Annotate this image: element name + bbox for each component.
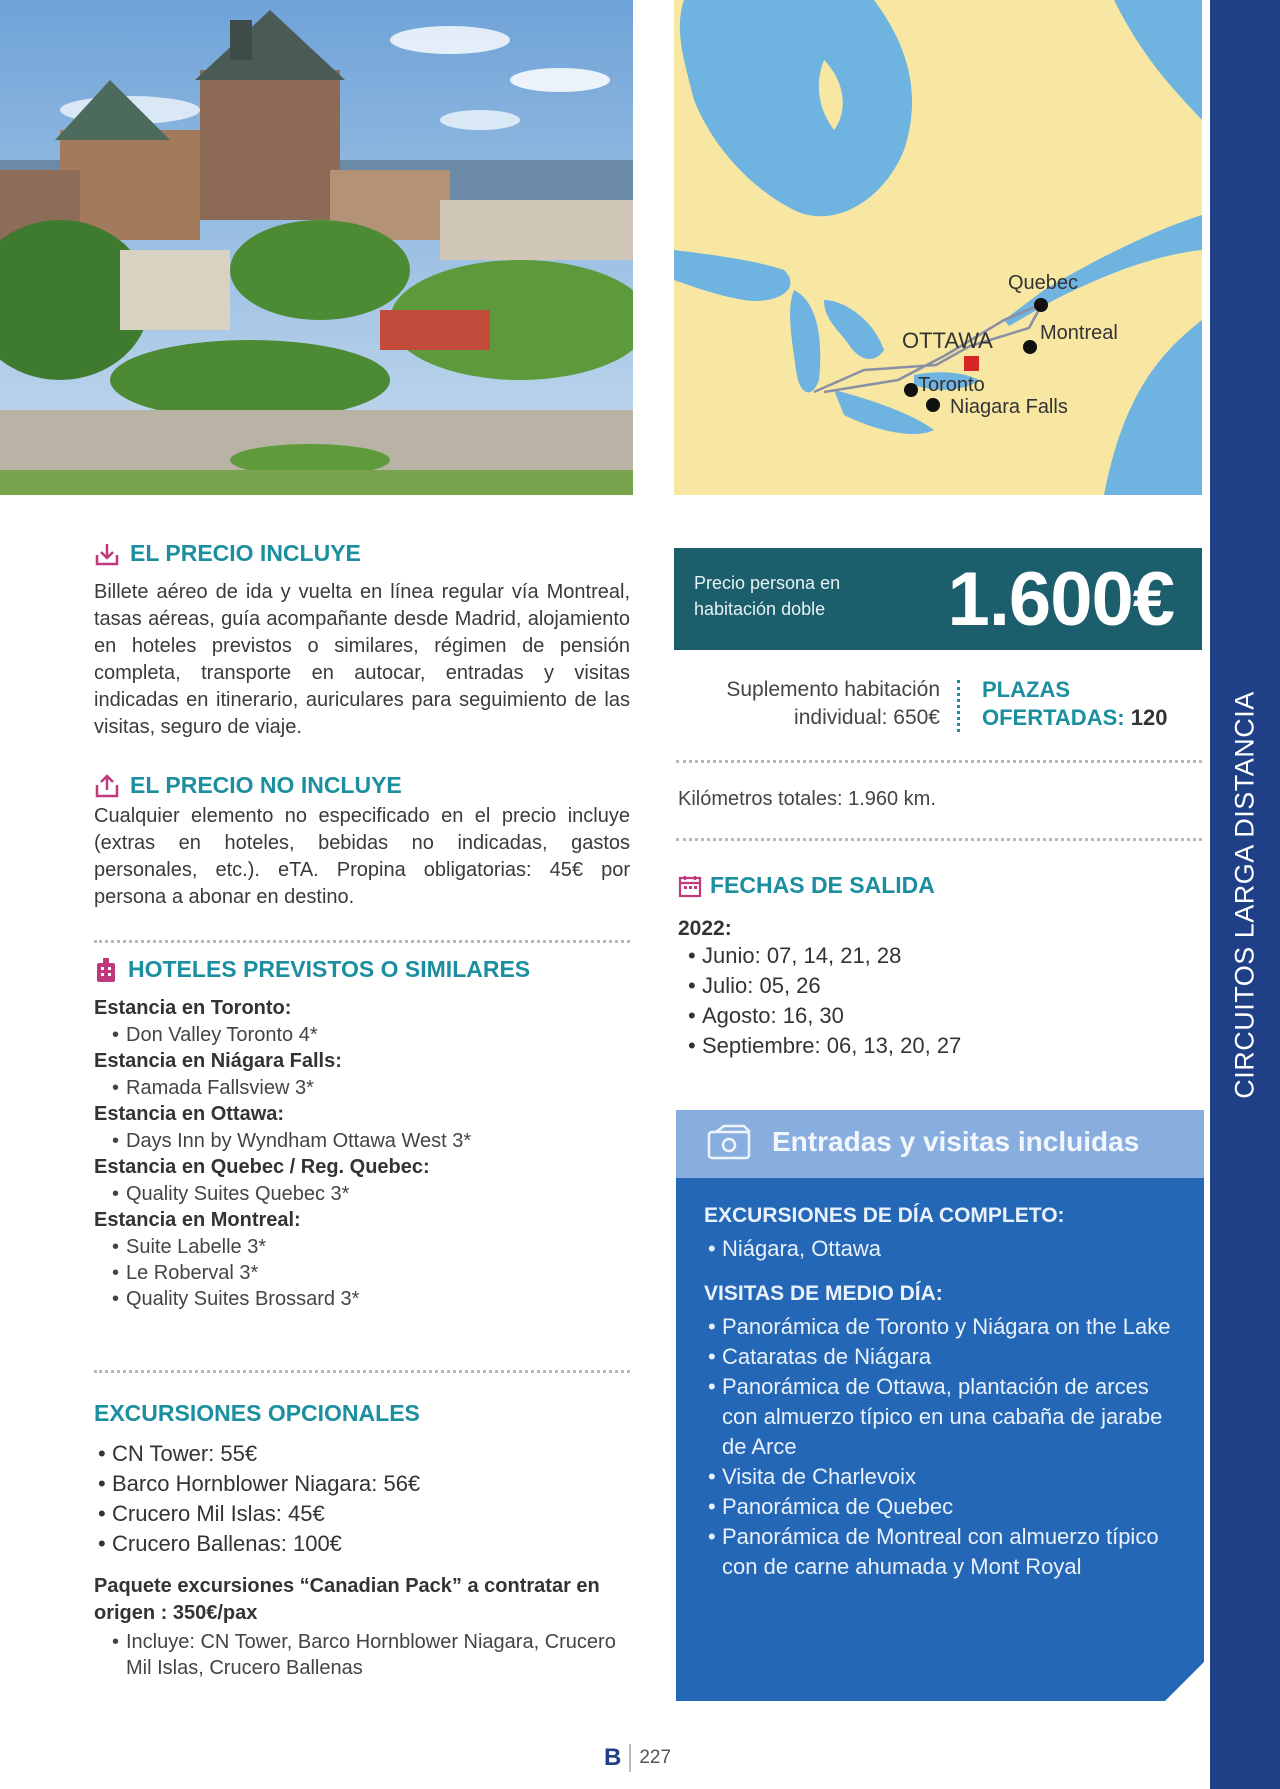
fecha-item: • Septiembre: 06, 13, 20, 27	[684, 1031, 1198, 1061]
page-footer	[604, 1744, 671, 1772]
opcional-item: • CN Tower: 55€	[94, 1439, 634, 1469]
hoteles-section	[94, 956, 634, 1312]
divider	[94, 1370, 630, 1373]
box-corner-cut	[1164, 1662, 1204, 1702]
completo-item: • Niágara, Ottawa	[704, 1234, 1184, 1264]
pack-title: Paquete excursiones “Canadian Pack” a contratar en origen : 350€/pax	[94, 1575, 600, 1624]
opcionales-title: EXCURSIONES OPCIONALES	[94, 1400, 420, 1426]
pack-item: • Incluye: CN Tower, Barco Hornblower Niagara, Crucero Mil Islas, Crucero Ballenas	[108, 1629, 630, 1681]
hotel-item: • Ramada Fallsview 3*	[108, 1075, 634, 1101]
plazas-label: PLAZAS OFERTADAS:	[982, 677, 1125, 730]
opcional-item: • Barco Hornblower Niagara: 56€	[94, 1469, 634, 1499]
calendar-icon	[678, 874, 702, 898]
download-tray-icon	[94, 541, 120, 567]
quebec-chateau-frontenac-photo-icon	[0, 0, 633, 495]
incluye-title: EL PRECIO INCLUYE	[130, 540, 361, 566]
no-incluye-title: EL PRECIO NO INCLUYE	[130, 772, 402, 798]
fechas-title: FECHAS DE SALIDA	[710, 872, 935, 898]
hotel-item: • Suite Labelle 3*	[108, 1234, 634, 1260]
price-label: Precio persona en habitación doble	[694, 573, 841, 619]
divider	[676, 838, 1202, 841]
plazas-value: 120	[1130, 705, 1168, 730]
price-value: 1.600€	[947, 557, 1174, 642]
medio-item: • Visita de Charlevoix	[704, 1462, 1184, 1492]
hotel-item: • Quality Suites Brossard 3*	[108, 1286, 634, 1312]
route-map	[674, 0, 1202, 495]
opcionales-section	[94, 1400, 634, 1681]
quebec-photo	[0, 0, 633, 495]
divider	[94, 940, 630, 943]
footer-separator	[629, 1744, 631, 1772]
hoteles-title: HOTELES PREVISTOS O SIMILARES	[128, 956, 531, 982]
fecha-item: • Agosto: 16, 30	[684, 1001, 1198, 1031]
incluye-text: Billete aéreo de ida y vuelta en línea regular vía Montreal, tasas aéreas, guía acompañante desde Madrid, alojamiento en hoteles previstos o similares, régimen de pensión completa, transporte en autocar, entradas y visitas indicadas en itinerario, auriculares para seguimiento de las visitas, seguro de viaje.	[94, 581, 630, 738]
map-label-toronto: Toronto	[918, 374, 985, 396]
hotel-group-head: Estancia en Montreal:	[94, 1209, 301, 1231]
medio-title: VISITAS DE MEDIO DÍA:	[704, 1282, 943, 1305]
map-label-ottawa: OTTAWA	[902, 328, 993, 353]
kilometros-text: Kilómetros totales: 1.960 km.	[678, 788, 936, 810]
incluye-section	[94, 540, 634, 741]
medio-item: • Panorámica de Toronto y Niágara on the Lake	[704, 1312, 1184, 1342]
entradas-header	[676, 1110, 1204, 1178]
side-band-text: CIRCUITOS LARGA DISTANCIA	[1229, 691, 1260, 1099]
hotel-item: • Quality Suites Quebec 3*	[108, 1181, 634, 1207]
hotel-group-head: Estancia en Niágara Falls:	[94, 1050, 342, 1072]
completo-title: EXCURSIONES DE DÍA COMPLETO:	[704, 1204, 1065, 1227]
medio-item: • Panorámica de Montreal con almuerzo típico con de carne ahumada y Mont Royal	[704, 1522, 1184, 1582]
no-incluye-text: Cualquier elemento no especificado en el precio incluye (extras en hoteles, bebidas no indicadas, gastos personales, etc.). eTA. Propina obligatorias: 45€ por persona a abonar en destino.	[94, 805, 630, 908]
entradas-body	[676, 1178, 1204, 1701]
opcional-item: • Crucero Mil Islas: 45€	[94, 1499, 634, 1529]
plazas	[982, 676, 1192, 732]
page-number: 227	[639, 1747, 672, 1768]
fechas-section	[678, 872, 1198, 1061]
hotel-item: • Le Roberval 3*	[108, 1260, 634, 1286]
brand-logo: B	[604, 1744, 622, 1771]
no-incluye-section	[94, 772, 634, 911]
map-label-niagara-falls: Niagara Falls	[950, 396, 1068, 418]
suplemento-text: Suplemento habitación individual: 650€	[726, 678, 940, 729]
medio-item: • Panorámica de Quebec	[704, 1492, 1184, 1522]
map-label-quebec: Quebec	[1008, 272, 1079, 294]
side-band-label	[1212, 680, 1278, 1110]
medio-item: • Panorámica de Ottawa, plantación de arces con almuerzo típico en una cabaña de jarabe de Arce	[704, 1372, 1184, 1462]
fecha-item: • Julio: 05, 26	[684, 971, 1198, 1001]
entradas-title: Entradas y visitas incluidas	[772, 1126, 1140, 1157]
medio-item: • Cataratas de Niágara	[704, 1342, 1184, 1372]
ticket-icon	[706, 1124, 754, 1162]
canada-route-map-icon	[674, 0, 1202, 495]
hotel-group-head: Estancia en Toronto:	[94, 997, 292, 1019]
map-label-montreal: Montreal	[1040, 322, 1118, 344]
hotel-group-head: Estancia en Quebec / Reg. Quebec:	[94, 1156, 430, 1178]
hotel-item: • Don Valley Toronto 4*	[108, 1022, 634, 1048]
hotel-item: • Days Inn by Wyndham Ottawa West 3*	[108, 1128, 634, 1154]
upload-tray-icon	[94, 773, 120, 799]
price-divider	[957, 680, 960, 732]
price-box	[674, 548, 1202, 650]
fechas-year: 2022:	[678, 917, 732, 940]
hotel-building-icon	[94, 957, 118, 983]
divider	[676, 760, 1202, 763]
hotel-group-head: Estancia en Ottawa:	[94, 1103, 285, 1125]
opcional-item: • Crucero Ballenas: 100€	[94, 1529, 634, 1559]
fecha-item: • Junio: 07, 14, 21, 28	[684, 941, 1198, 971]
